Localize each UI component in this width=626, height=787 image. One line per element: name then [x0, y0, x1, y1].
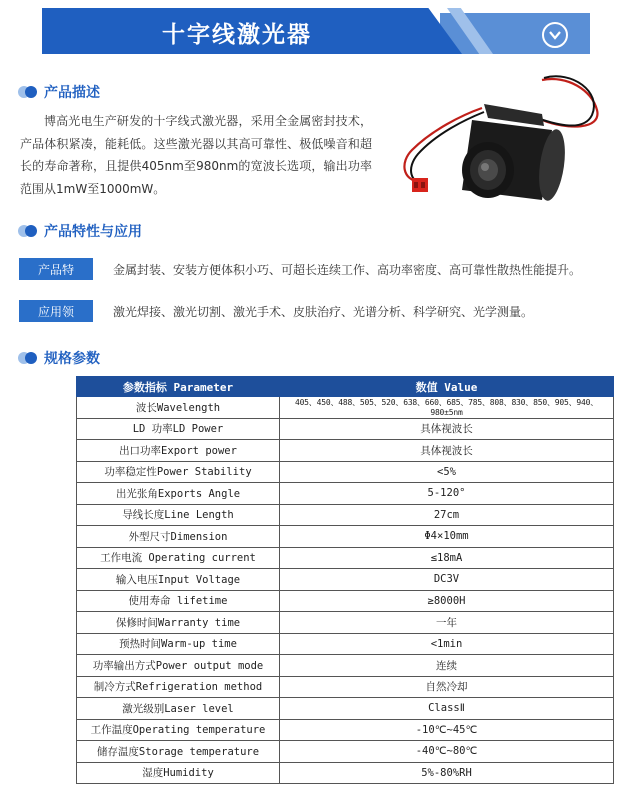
value-cell: 具体视波长: [280, 418, 614, 440]
table-header-value: 数值 Value: [280, 377, 614, 397]
features-text: 金属封装、安装方便体积小巧、可超长连续工作、高功率密度、高可靠性散热性能提升。: [113, 262, 582, 277]
table-row: [77, 676, 614, 698]
value-cell: Φ4×10mm: [280, 526, 614, 548]
table-row: [77, 719, 614, 741]
applications-text: 激光焊接、激光切割、激光手术、皮肤治疗、光谱分析、科学研究、光学测量。: [113, 304, 534, 319]
param-cell: 出光张角Exports Angle: [77, 483, 280, 505]
bullet-dots-icon: [18, 86, 40, 98]
bullet-dots-icon: [18, 225, 40, 237]
table-row: [77, 569, 614, 591]
param-cell: 外型尺寸Dimension: [77, 526, 280, 548]
bullet-dots-icon: [18, 352, 40, 364]
section-specs-heading: [18, 348, 100, 368]
expand-button[interactable]: [542, 22, 568, 48]
value-cell: 具体视波长: [280, 440, 614, 462]
param-cell: 预热时间Warm-up time: [77, 633, 280, 655]
value-cell: 连续: [280, 655, 614, 677]
table-row: [77, 698, 614, 720]
section-features-heading: [18, 221, 142, 241]
applications-row: [19, 300, 534, 336]
value-cell: <1min: [280, 633, 614, 655]
param-cell: 保修时间Warranty time: [77, 612, 280, 634]
param-cell: 激光级别Laser level: [77, 698, 280, 720]
table-row: [77, 504, 614, 526]
param-cell: 输入电压Input Voltage: [77, 569, 280, 591]
product-description: 博高光电生产研发的十字线式激光器，采用全金属密封技术，产品体积紧凑，能耗低。这些激光器以其高可靠性、极低噪音和超长的寿命著称，且提供405nm至980nm的宽波长选项，输出功率范围从1mW至1000mW。: [20, 114, 372, 196]
table-row: [77, 612, 614, 634]
table-row: [77, 461, 614, 483]
value-cell: ≥8000H: [280, 590, 614, 612]
param-cell: 工作电流 Operating current: [77, 547, 280, 569]
section-description-heading: [18, 82, 100, 102]
param-cell: LD 功率LD Power: [77, 418, 280, 440]
value-cell: 5%-80%RH: [280, 762, 614, 784]
features-label: 产品特点：: [19, 258, 93, 280]
section-title: 规格参数: [44, 351, 100, 367]
value-cell: -40℃~80℃: [280, 741, 614, 763]
table-header-row: [77, 377, 614, 397]
value-cell: ClassⅡ: [280, 698, 614, 720]
page-title: 十字线激光器: [162, 22, 312, 48]
param-cell: 工作温度Operating temperature: [77, 719, 280, 741]
param-cell: 功率稳定性Power Stability: [77, 461, 280, 483]
table-row: [77, 483, 614, 505]
param-cell: 湿度Humidity: [77, 762, 280, 784]
header-banner: [42, 8, 590, 54]
section-title: 产品描述: [44, 85, 100, 101]
value-cell: <5%: [280, 461, 614, 483]
table-row: [77, 397, 614, 419]
table-row: [77, 590, 614, 612]
table-header-parameter: 参数指标 Parameter: [77, 377, 280, 397]
param-cell: 使用寿命 lifetime: [77, 590, 280, 612]
chevron-down-icon: [548, 28, 562, 42]
features-row: [19, 258, 582, 294]
value-cell: 405、450、488、505、520、638、660、685、785、808、830、850、905、940、980±5nm: [280, 397, 614, 419]
laser-module-image: [392, 70, 608, 220]
table-row: [77, 655, 614, 677]
param-cell: 制冷方式Refrigeration method: [77, 676, 280, 698]
param-cell: 出口功率Export power: [77, 440, 280, 462]
value-cell: 27cm: [280, 504, 614, 526]
value-cell: 自然冷却: [280, 676, 614, 698]
value-cell: DC3V: [280, 569, 614, 591]
value-cell: -10℃~45℃: [280, 719, 614, 741]
table-row: [77, 547, 614, 569]
section-title: 产品特性与应用: [44, 224, 142, 240]
table-row: [77, 418, 614, 440]
table-row: [77, 440, 614, 462]
table-row: [77, 762, 614, 784]
table-row: [77, 741, 614, 763]
table-row: [77, 526, 614, 548]
table-row: [77, 633, 614, 655]
applications-label: 应用领域：: [19, 300, 93, 322]
spec-table: [76, 376, 614, 784]
param-cell: 导线长度Line Length: [77, 504, 280, 526]
value-cell: 一年: [280, 612, 614, 634]
param-cell: 波长Wavelength: [77, 397, 280, 419]
param-cell: 储存温度Storage temperature: [77, 741, 280, 763]
value-cell: 5-120°: [280, 483, 614, 505]
value-cell: ≤18mA: [280, 547, 614, 569]
param-cell: 功率输出方式Power output mode: [77, 655, 280, 677]
